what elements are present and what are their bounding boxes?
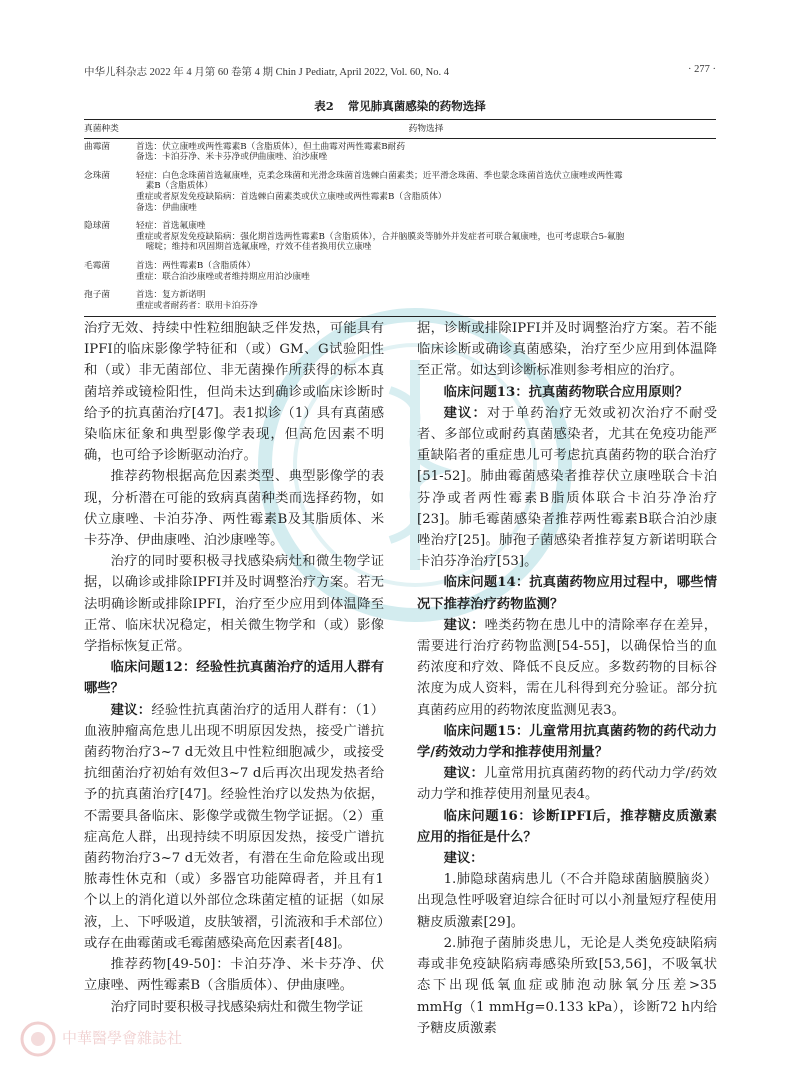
recommendation-16-item-1: 1.肺隐球菌病患儿（不合并隐球菌脑膜脑炎）出现急性呼吸窘迫综合征时可以小剂量短疗程使用糖皮质激素[29]。: [417, 872, 717, 930]
drug-selection-table: [84, 119, 716, 317]
recommendation-13: [417, 403, 717, 573]
table-caption: [84, 98, 716, 114]
table-row: [84, 168, 716, 218]
clinical-question-16: 临床问题16：诊断IPFI后，推荐糖皮质激素应用的指征是什么？: [417, 808, 717, 845]
drug-cell: [136, 258, 716, 287]
recommendation-16-item-2: 2.肺孢子菌肺炎患儿，无论是人类免疫缺陷病毒或非免疫缺陷病毒感染所致[53,56]，不吸氧状态下出现低氧血症或肺泡动脉氧分压差>35 mmHg（1 mmHg=0.133 kPa），诊断72 h内给予糖皮质激素: [417, 935, 717, 1036]
recommendation-14: [417, 615, 717, 721]
paragraph: 推荐药物根据高危因素类型、典型影像学的表现，分析潜在可能的致病真菌种类而选择药物，如伏立康唑、卡泊芬净、两性霉素B及其脂质体、米卡芬净、伊曲康唑、泊沙康唑等。: [84, 469, 384, 549]
recommendation-label: 建议：: [443, 405, 487, 421]
drug-line: 重症或者原发免疫缺陷病：强化期首选两性霉素B（含脂质体），合并脑膜炎等肺外并发症者可联合氟康唑，也可考虑联合5-氟胞: [136, 231, 625, 242]
recommendation-text: 经验性抗真菌治疗的适用人群有：（1）血液肿瘤高危患儿出现不明原因发热，接受广谱抗菌药物治疗3~7 d无效且中性粒细胞减少，或接受抗细菌治疗初始有效但3~7 d后再次出现发热者给予的抗真菌治疗[47]。经验性治疗以发热为依据，不需要具备临床、影像学或微生物学证据。（2）重症高危人群，出现持续不明原因发热，接受广谱抗菌药物治疗3~7 d无效者，有潜在生命危险或出现脓毒性休克和（或）多器官功能障碍者，并且有1个以上的消化道以外部位念珠菌定植的证据（如尿液，上、下呼吸道，皮肤皱褶，引流液和手术部位）或存在曲霉菌或毛霉菌感染高危因素者[48]。: [84, 702, 385, 951]
fungus-cell: 毛霉菌: [84, 260, 111, 271]
drug-cell: [136, 218, 716, 258]
paragraph: 据，诊断或排除IPFI并及时调整治疗方案。若不能临床诊断或确诊真菌感染，治疗至少应用到体温降至正常。如达到诊断标准则参考相应的治疗。: [417, 321, 717, 379]
left-text-column: [84, 318, 384, 1018]
running-header: [84, 64, 716, 84]
drug-line: 备选：伊曲康唑: [136, 202, 197, 213]
recommendation-label: 建议：: [443, 766, 484, 782]
drug-line: 轻症：白色念珠菌首选氟康唑，克柔念珠菌和光滑念珠菌首选棘白菌素类；近平滑念珠菌、季也蒙念珠菌首选伏立康唑或两性霉: [136, 170, 623, 181]
table-header-row: [84, 120, 716, 139]
recommendation-text: 对于单药治疗无效或初次治疗不耐受者、多部位或耐药真菌感染者，尤其在免疫功能严重缺陷者的重症患儿可考虑抗真菌药物的联合治疗[51-52]。肺曲霉菌感染者推荐伏立康唑联合卡泊芬净或者两性霉素B脂质体联合卡泊芬净治疗[23]。肺毛霉菌感染者推荐两性霉素B联合泊沙康唑治疗[25]。肺孢子菌感染者推荐复方新诺明联合卡泊芬净治疗[53]。: [417, 405, 718, 570]
drug-line: 备选：卡泊芬净、米卡芬净或伊曲康唑、泊沙康唑: [136, 152, 328, 163]
paragraph: 推荐药物[49-50]：卡泊芬净、米卡芬净、伏立康唑、两性霉素B（含脂质体）、伊曲康唑。: [84, 957, 384, 994]
fungus-cell: 孢子菌: [84, 287, 136, 317]
clinical-question-12: 临床问题12：经验性抗真菌治疗的适用人群有哪些？: [84, 660, 384, 697]
publisher-name: 中華醫學會雜誌社: [62, 1029, 183, 1047]
drug-line: 轻症：首选氟康唑: [136, 221, 206, 232]
table-row: [84, 218, 716, 258]
journal-info: 中华儿科杂志 2022 年 4 月第 60 卷第 4 期 Chin J Pediatr, April 2022, Vol. 60, No. 4: [84, 67, 449, 78]
table-row: [84, 287, 716, 317]
fungus-cell: 念珠菌: [84, 170, 111, 181]
header-fungus: 真菌种类: [84, 120, 136, 139]
publisher-logo: [20, 1018, 360, 1058]
clinical-question-14: 临床问题14：抗真菌药物应用过程中，哪些情况下推荐治疗药物监测？: [417, 575, 717, 612]
paragraph: 治疗无效、持续中性粒细胞缺乏伴发热，可能具有IPFI的临床影像学特征和（或）GM、G试验阳性和（或）非无菌部位、非无菌操作所获得的标本真菌培养或镜检阳性，但尚未达到确诊或临床诊断时给予的抗真菌治疗[47]。表1拟诊（1）具有真菌感染临床征象和典型影像学表现，但高危因素不明确，也可给予诊断驱动治疗。: [84, 321, 384, 464]
drug-line: 重症或者耐药者：联用卡泊芬净: [136, 300, 258, 311]
header-drug: 药物选择: [136, 120, 716, 139]
drug-line: 素B（含脂质体）: [145, 181, 213, 192]
table-row: [84, 138, 716, 168]
page-number: · 277 ·: [688, 64, 716, 75]
recommendation-text: 唑类药物在患儿中的清除率存在差异，需要进行治疗药物监测[54-55]，以确保恰当的血药浓度和疗效、降低不良反应。多数药物的目标谷浓度为成人资料，需在儿科得到充分验证。部分抗真菌药应用的药物浓度监测见表3。: [417, 617, 718, 718]
table-row: [84, 258, 716, 287]
drug-cell: [136, 138, 716, 168]
table-title: 常见肺真菌感染的药物选择: [347, 99, 486, 113]
recommendation-label: 建议：: [443, 851, 484, 867]
publisher-seal-icon: [20, 1021, 56, 1057]
table-number: 表2: [314, 99, 334, 113]
fungus-cell: 隐球菌: [84, 221, 111, 232]
drug-line: 重症：联合泊沙康唑或者维持期应用泊沙康唑: [136, 271, 310, 282]
recommendation-15: [417, 763, 717, 805]
drug-cell: [136, 287, 716, 317]
fungus-cell: 曲霉菌: [84, 141, 111, 152]
drug-line: 嘧啶；维持和巩固期首选氟康唑，疗效不佳者换用伏立康唑: [145, 242, 372, 253]
drug-line: 首选：复方新诺明: [136, 290, 206, 301]
clinical-question-15: 临床问题15：儿童常用抗真菌药物的药代动力学/药效动力学和推荐使用剂量？: [417, 723, 717, 761]
drug-line: 重症或者原发免疫缺陷病：首选棘白菌素类或伏立康唑或两性霉素B（含脂质体）: [136, 191, 447, 202]
right-text-column: [417, 318, 717, 1039]
recommendation-12: [84, 700, 384, 954]
drug-line: 首选：两性霉素B（含脂质体）: [136, 260, 256, 271]
paragraph: 治疗的同时要积极寻找感染病灶和微生物学证据，以确诊或排除IPFI并及时调整治疗方案。若无法明确诊断或排除IPFI，治疗至少应用到体温降至正常、临床状况稳定，相关微生物学和（或）影像学指标恢复正常。: [84, 554, 384, 655]
recommendation-label: 建议：: [110, 702, 152, 718]
recommendation-text: 儿童常用抗真菌药物的药代动力学/药效动力学和推荐使用剂量见表4。: [417, 766, 718, 803]
recommendation-label: 建议：: [443, 617, 485, 633]
drug-cell: [136, 168, 716, 218]
paragraph: 治疗同时要积极寻找感染病灶和微生物学证: [110, 999, 364, 1015]
drug-line: 首选：伏立康唑或两性霉素B（含脂质体），但土曲霉对两性霉素B耐药: [136, 141, 406, 152]
recommendation-16: [417, 848, 717, 869]
clinical-question-13: 临床问题13：抗真菌药物联合应用原则？: [443, 384, 689, 400]
